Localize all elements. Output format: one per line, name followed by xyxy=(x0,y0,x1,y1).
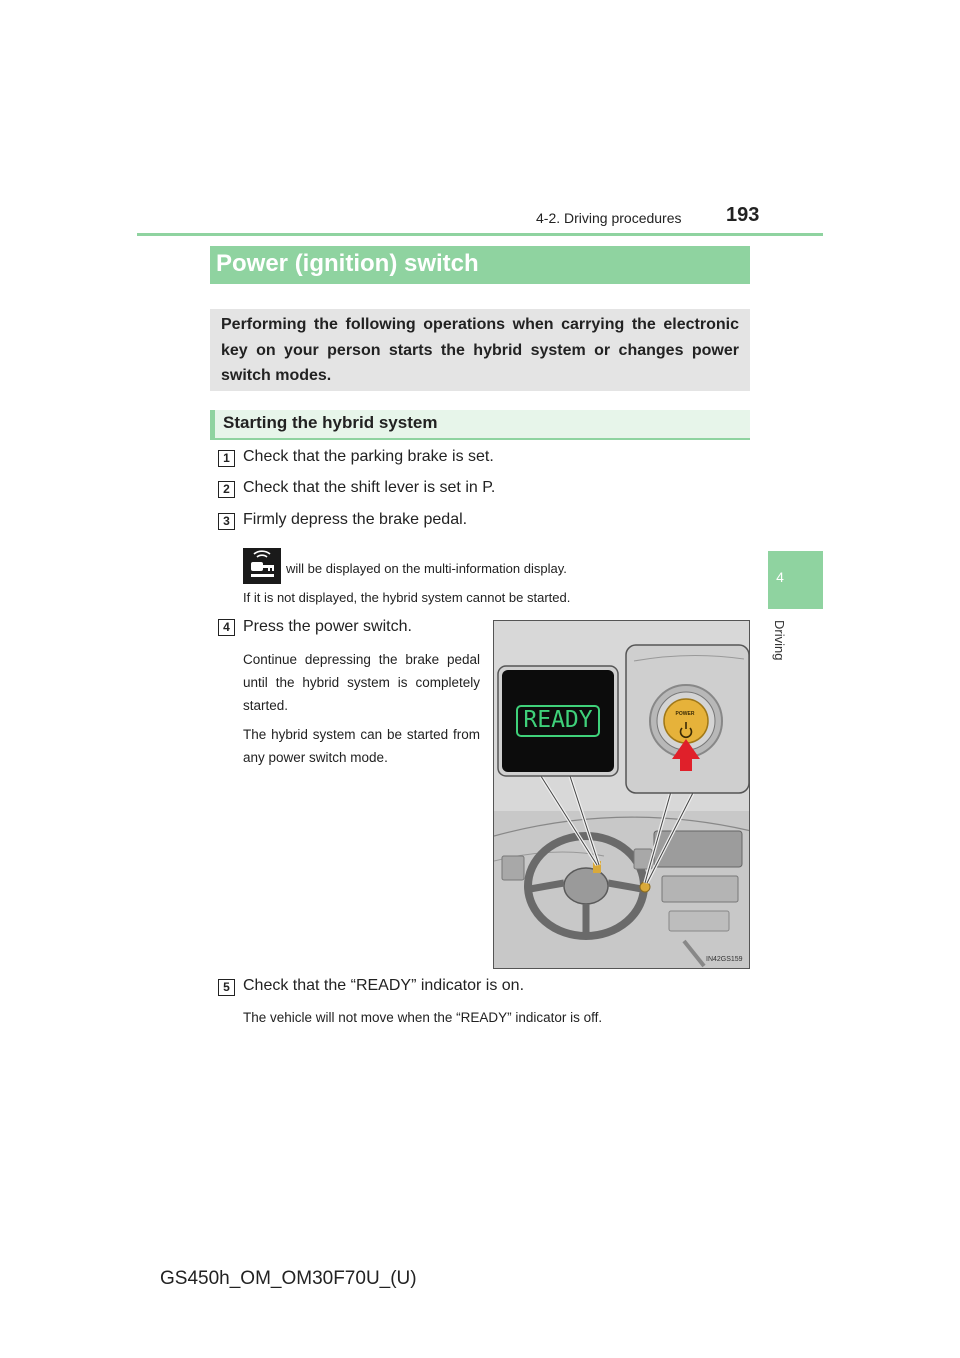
step4-note-1: Continue depressing the brake pedal until the hybrid system is completely started. xyxy=(243,652,480,713)
step-text-4: Press the power switch. xyxy=(243,618,412,635)
chapter-label: Driving xyxy=(772,620,787,661)
chapter-number: 4 xyxy=(776,569,784,585)
ready-indicator: READY xyxy=(523,707,593,733)
step-text-2: Check that the shift lever is set in P. xyxy=(243,479,496,496)
page-title: Power (ignition) switch xyxy=(216,250,479,277)
step-number-3: 3 xyxy=(218,513,235,530)
power-button-label: POWER xyxy=(675,711,695,717)
step5-note: The vehicle will not move when the “READY” indicator is off. xyxy=(243,1010,603,1025)
step-text-3: Firmly depress the brake pedal. xyxy=(243,511,468,528)
step-text-5: Check that the “READY” indicator is on. xyxy=(243,977,525,994)
subsection-accent xyxy=(210,410,215,440)
step-text-1: Check that the parking brake is set. xyxy=(243,448,494,465)
not-displayed-note: If it is not displayed, the hybrid system cannot be started. xyxy=(243,590,571,605)
key-indicator-icon xyxy=(243,548,281,584)
step-number-2: 2 xyxy=(218,481,235,498)
step4-note-2: The hybrid system can be started from any power switch mode. xyxy=(243,727,480,765)
illustration-code: IN42GS159 xyxy=(706,956,743,963)
power-switch-illustration xyxy=(493,620,750,969)
section-header: 4-2. Driving procedures xyxy=(536,210,682,226)
header-divider xyxy=(137,233,823,236)
step-number-1: 1 xyxy=(218,450,235,467)
key-indicator-note: will be displayed on the multi-information display. xyxy=(286,561,567,576)
step-number-4: 4 xyxy=(218,619,235,636)
page-number: 193 xyxy=(726,204,760,226)
subsection-title: Starting the hybrid system xyxy=(223,413,438,432)
document-code: GS450h_OM_OM30F70U_(U) xyxy=(160,1268,417,1289)
step4-notes xyxy=(243,648,480,775)
intro-text: Performing the following operations when carrying the electronic key on your person starts the hybrid system or changes power switch modes. xyxy=(221,316,739,384)
step-number-5: 5 xyxy=(218,979,235,996)
